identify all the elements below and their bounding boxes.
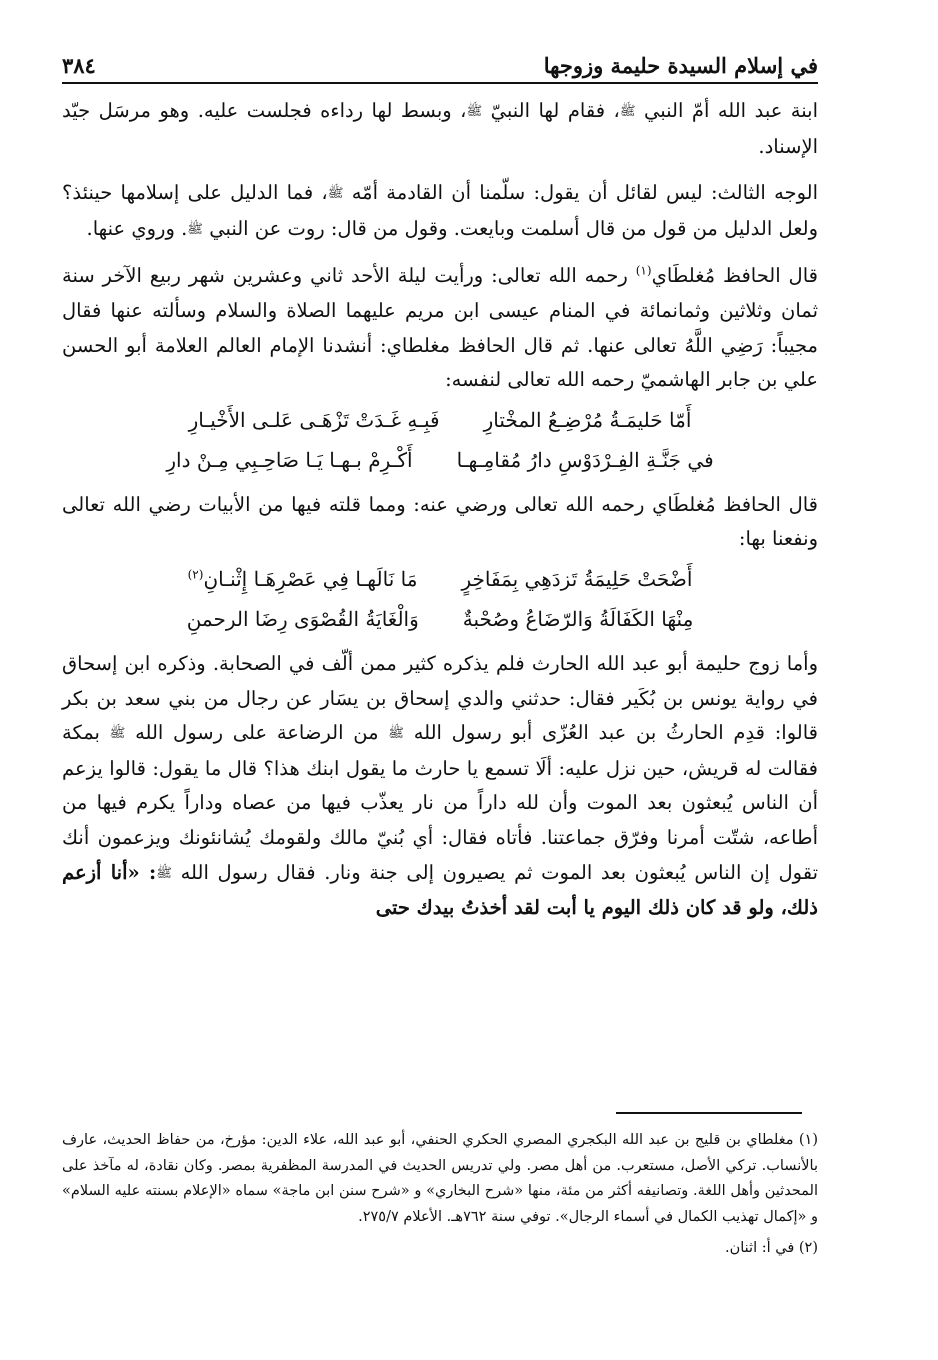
text-run: ، وبسط لها رداءه فجلست عليه. وهو مرسَل جيّد الإسناد. [62,99,818,158]
verse-line [62,440,818,480]
page-header [62,38,818,84]
text-run: قال الحافظ مُغلطَاي رحمه الله تعالى ورضي عنه: ومما قلته فيها من الأبيات رضي الله تعالى ونفعنا بها: [62,492,818,551]
running-title: في إسلام السيدة حليمة وزوجها [543,53,818,78]
footnote-divider [616,1112,802,1114]
verse-hemistich: فَبِـهِ غَـدَتْ تَزْهَـى عَلـى الأَخْيـارِ [188,407,440,432]
poem-1 [62,400,818,480]
salutation-symbol: ﷺ [466,104,483,119]
footnotes [62,1128,818,1268]
salutation-symbol: ﷺ [327,186,344,202]
text-run: رحمه الله تعالى: ورأيت ليلة الأحد ثاني وعشرين شهر ربيع الآخر سنة ثمان وثلاثين وثمانمائة في المنام عيسى ابن مريم عليهما الصلاة والسلام وسألته عنها فقال مجيباً: رَضِي اللَّهُ تعالى عنها. ثم قال الحافظ مغلطاي: أنشدنا الإمام العالم العلامة أبو الحسن علي بن جابر الهاشميّ رحمه الله تعالى لنفسه: [62,264,818,392]
text-run: بمكة فقالت له قريش، حين نزل عليه: ألَا تسمع يا حارث ما يقول ابنك هذا؟ قال ما يقول: قالوا يزعم أن الناس يُبعثون بعد الموت وأن لله داراً من نار يعذّب فيها من عصاه وداراً يكرم فيها من أطاعه، شتّت أمرنا وفرّق جماعتنا. فأتاه فقال: أي بُنيّ مالك ولقومك يُشانئونك ويزعمون أنك تقول إن الناس يُبعثون بعد الموت ثم يصيرون إلى جنة ونار. فقال رسول الله [62,721,819,884]
salutation-symbol: ﷺ [109,726,126,742]
text-run: الوجه الثالث: ليس لقائل أن يقول: سلّمنا أن القادمة أمّه [343,181,819,205]
salutation-symbol: ﷺ [187,221,203,237]
footnote-ref: (١) [635,263,652,278]
verse-hemistich: أَكْـرِمْ بـهـا يَـا صَاحِـبِي مِـنْ دارِ [166,447,413,472]
text-run: من الرضاعة على رسول الله [125,721,389,745]
poem-2 [62,559,818,639]
paragraph-3 [62,259,818,397]
verse-hemistich: أَمّا حَليمَـةُ مُرْضِـعُ المخْتارِ [483,407,692,432]
paragraph-1 [62,94,818,164]
text-run: ، فقام لها النبيّ [482,99,620,122]
verse-line [62,400,818,440]
verse-hemistich [188,559,418,599]
salutation-symbol: ﷺ [388,726,404,742]
salutation-symbol: ﷺ [156,865,172,881]
main-text [62,94,818,938]
verse-line [62,559,818,599]
text-run: ابنة عبد الله أمّ النبي [635,99,818,122]
page-number: ٣٨٤ [62,53,96,78]
text-run: وأما زوج حليمة أبو عبد الله الحارث فلم يذكره كثير ممن ألّف في الصحابة. وذكره ابن إسحاق في رواية يونس بن بُكَير فقال: حدثني والدي إسحاق بن يسَار عن رجال من بني سعد بن بكر قالوا: قدِم الحارثُ بن عبد العُزّى أبو رسول الله [62,651,818,745]
paragraph-5 [62,647,818,926]
paragraph-2 [62,176,818,247]
verse-hemistich: أَضْحَتْ حَلِيمَةُ تَزدَهِي بِمَفَاخِرٍ [461,566,693,591]
footnote-2: (٢) في أ: اثنان. [725,1240,818,1256]
footnote-ref: (٢) [187,567,204,582]
hadith-quote: : «أنا أزعم ذلك، ولو قد كان ذلك اليوم يا أبت لقد أخذتُ بيدك حتى [62,860,818,920]
footnote-1: (١) مغلطاي بن قليج بن عبد الله البكجري المصري الحكري الحنفي، أبو عبد الله، علاء الدين: مؤرخ، من حفاظ الحديث، عارف بالأنساب. تركي الأصل، مستعرب. من أهل مصر. ولي تدريس الحديث في المدرسة المظفرية بمصر. وكان نقادة، له مآخذ على المحدثين وأهل اللغة. وتصانيفه أكثر من مئة، منها «شرح البخاري» و «شرح سنن ابن ماجة» سماه «الإعلام بسنته عليه السلام» و «إكمال تهذيب الكمال في أسماء الرجال». توفي سنة ٧٦٢هـ. الأعلام ٢٧٥/٧. [62,1132,819,1225]
text-run: . وروي عنها. [86,216,188,240]
salutation-symbol: ﷺ [619,104,636,119]
verse-text: مَا نَالَهـا فِي عَصْرِهَـا إِثْنـانِ [203,566,418,591]
verse-hemistich: وَالْغَايَةُ القُصْوَى رِضَا الرحمنِ [186,606,419,631]
verse-line [62,599,818,639]
verse-hemistich: في جَنَّـةِ الفِـرْدَوْسِ دارُ مُقامِـهـا [456,447,714,472]
verse-hemistich: مِنْهَا الكَفَالَةُ وَالرّضَاعُ وصُحْبةٌ [462,606,694,631]
text-run: ، فما الدليل على إسلامها حينئذ؟ ولعل الدليل من قول من قال أسلمت وبايعت. وقول من قال: روت عن النبي [62,181,818,240]
text-run: قال الحافظ مُغلطَاي [651,264,818,288]
paragraph-4 [62,488,818,557]
